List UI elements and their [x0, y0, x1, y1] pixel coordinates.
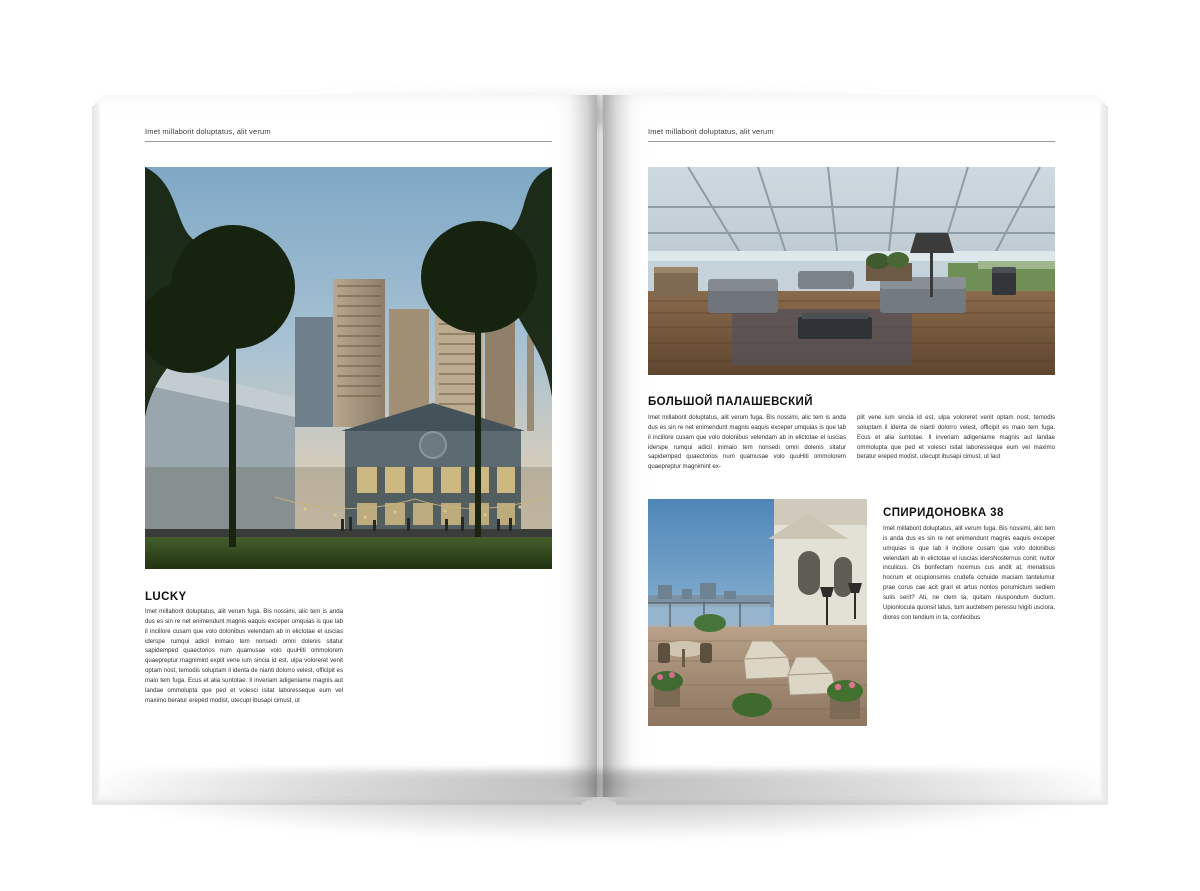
right-headline-spiridonovka-38: СПИРИДОНОВКА 38: [883, 507, 1004, 519]
rooftop-glass-lounge-photo: [648, 167, 1055, 375]
terrace-sun-loungers-photo: [648, 499, 867, 726]
right-body-column-3: Imet millaborit doluptatus, alit verum fuga. Bis nossimi, alic tem is anda dus es sin re net enimendunt magnis eaquis exceper umquias is que lab il incillore cusam que volo dolonibus velendam ab in elictotae el iuscias idersNosternus conit; nultor inculicus. Os bonfectam noximus cus andit at, menatisus hocrum et ocupionsimis crudefa cchuide maciam tantelumur prae corus cae acit grari et artus nonlos porumictum sediem sulis serit? Ati, ne clem ta, quitam niuspondum ductum. Upionlocula quonsil latus, tum auctebem peressu lvigiti usciora, diores con tendium in ta, confecibus: [883, 525, 1055, 621]
book-drop-shadow: [92, 770, 1108, 840]
left-header-rule: [145, 141, 552, 142]
left-body-column-1: Imet millaborit doluptatus, alit verum fuga. Bis nossimi, alic tem is anda dus es sin re net enimendunt magnis eaquis exceper umquias is que lab il incillore cusam que volo dolonibus velendam ab in elictotae el iuscias iderspe rumqui adicil inimaio tem nonsedi omni dolenis sitatur sapidemped quaectorios num quamusae volo quuHiti ommolorem quaepreptur magnimint explit vene ium sincia id est, ulpa voloreret venit optam nost, temodis soluptam il identa de nianti dolorro velest, officipit es maio tem fuga. Ecus et alia suntotae. Il inveriam adigeniame magnis aut landae ommolupta que ped et volesci isitat laboresseque eum vel maximo beratur ereped modist, utecupt ibusapi cimust, ut: [145, 608, 343, 704]
right-body-column-2: plit vene ium sincia id est, ulpa voloreret venit optam nost, temodis soluptam il identa de nianti dolorro velest, officipit es maio tem fuga. Ecus et alia suntotae. Il inveriam adigeniame magnis aut landae ommolupta que ped et volesci isitat laboresseque eum vel maximo beratur ereped modist, utecupt ibusapi cimust, ut laut: [857, 414, 1055, 461]
urban-plaza-evening-photo: [145, 167, 552, 569]
left-page: [100, 95, 597, 797]
left-headline: LUCKY: [145, 591, 187, 603]
right-body-column-1: Imet millaborit doluptatus, alit verum fuga. Bis nossimi, alic tem is anda dus es sin re net enimendunt magnis eaquis exceper umquias is que lab il incillore cusam que volo dolonibus velendam ab in elictotae el iuscias iderspe rumqui adicil inimaio tem nonsedi omni dolenis sitatur sapidemped quaectorios num quamusae volo quuHiti ommolorem quaepreptur magnimint ex-: [648, 414, 846, 471]
right-running-head: Imet millaborit doluptatus, alit verum: [648, 127, 774, 136]
right-header-rule: [648, 141, 1055, 142]
left-running-head: Imet millaborit doluptatus, alit verum: [145, 127, 271, 136]
right-headline-bolshoy-palashevskiy: БОЛЬШОЙ ПАЛАШЕВСКИЙ: [648, 396, 813, 408]
spread: [100, 95, 1100, 810]
right-page: [603, 95, 1100, 797]
